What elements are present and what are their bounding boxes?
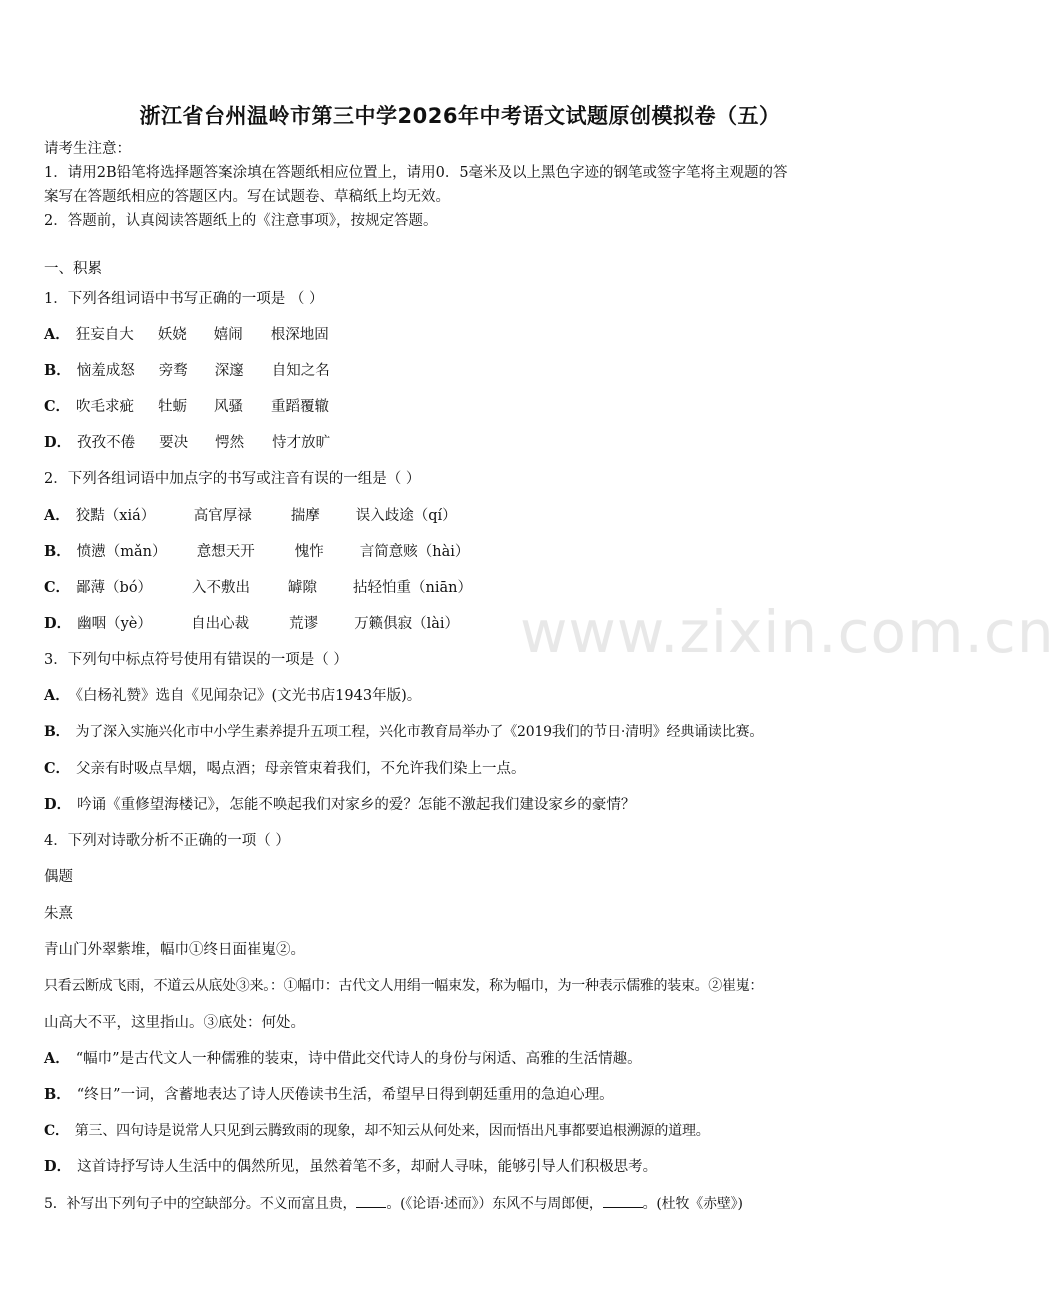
q2-option-b: [44, 542, 469, 562]
option-label: A．: [44, 1050, 70, 1067]
section-heading: 一、积累: [44, 261, 102, 277]
option-text: 为了深入实施兴化市中小学生素养提升五项工程，兴化市教育局举办了《2019我们的节日·清明》经典诵读比赛。: [75, 724, 764, 740]
option-item: 误入歧途（qí）: [355, 508, 457, 524]
option-label: C．: [44, 1123, 69, 1139]
option-item: 深邃: [214, 363, 244, 379]
option-item: 自出心裁: [191, 616, 250, 632]
question-5-stem: [44, 1193, 743, 1214]
q4-option-c: [44, 1121, 710, 1141]
question-4-stem: 4．下列对诗歌分析不正确的一项（ ）: [44, 833, 290, 849]
option-text: 父亲有时吸点旱烟，喝点酒；母亲管束着我们，不允许我们染上一点。: [76, 761, 526, 777]
option-item: 高官厚禄: [193, 508, 252, 524]
option-label: A．: [44, 326, 70, 343]
option-item: 罅隙: [288, 580, 318, 596]
option-label: B．: [44, 724, 70, 740]
poem-notes: ：①幅巾：古代文人用绢一幅束发，称为幅巾，为一种表示儒雅的装束。②崔嵬：: [269, 978, 764, 994]
option-label: B．: [44, 1086, 71, 1103]
q4-option-b: [44, 1085, 614, 1105]
q1-option-c: [44, 397, 329, 417]
poem-author: 朱熹: [44, 906, 73, 922]
question-5-part-c: 。(杜牧《赤壁》): [642, 1196, 743, 1212]
option-item: 孜孜不倦: [77, 435, 136, 451]
poem-notes-cont: 山高大不平，这里指山。③底处：何处。: [44, 1015, 305, 1031]
option-label: D．: [44, 1158, 72, 1175]
fill-blank[interactable]: [603, 1193, 643, 1208]
option-text: “终日”一词，含蓄地表达了诗人厌倦读书生活，希望早日得到朝廷重用的急迫心理。: [76, 1087, 614, 1103]
q4-option-a: [44, 1049, 642, 1069]
notice-heading: 请考生注意：: [44, 141, 131, 157]
option-item: 牡蛎: [158, 399, 188, 415]
fill-blank[interactable]: [356, 1193, 386, 1208]
q4-option-d: [44, 1157, 657, 1177]
option-item: 鄙薄（bó）: [76, 580, 153, 596]
poem-line-2: [44, 976, 763, 996]
option-item: 入不敷出: [192, 580, 251, 596]
option-item: 狡黠（xiá）: [75, 508, 156, 524]
q2-option-c: [44, 578, 472, 598]
poem-title: 偶题: [44, 869, 73, 885]
option-label: B．: [44, 362, 71, 379]
option-item: 恼羞成怒: [76, 363, 135, 379]
question-5-part-b: 。(《论语·述而》）东风不与周郎便，: [386, 1196, 603, 1212]
option-item: 旁骛: [158, 363, 188, 379]
option-item: 妖娆: [157, 327, 187, 343]
option-item: 风骚: [214, 399, 244, 415]
option-item: 揣摩: [290, 508, 320, 524]
option-text: 吟诵《重修望海楼记》，怎能不唤起我们对家乡的爱？怎能不激起我们建设家乡的豪情？: [77, 797, 636, 813]
option-item: 万籁俱寂（lài）: [354, 616, 459, 632]
question-2-stem: 2．下列各组词语中加点字的书写或注音有误的一组是（ ）: [44, 471, 421, 487]
option-item: 恃才放旷: [272, 435, 331, 451]
q2-option-d: [44, 614, 459, 634]
q3-option-d: [44, 795, 635, 815]
page-title: 浙江省台州温岭市第三中学2026年中考语文试题原创模拟卷（五）: [139, 104, 781, 128]
q1-option-b: [44, 361, 330, 381]
poem-line-1: 青山门外翠紫堆，幅巾①终日面崔嵬②。: [44, 942, 305, 958]
option-item: 自知之名: [271, 363, 330, 379]
option-label: D．: [44, 615, 72, 632]
option-label: A．: [44, 507, 70, 524]
option-item: 愕然: [215, 435, 245, 451]
option-item: 拈轻怕重（niān）: [353, 580, 473, 596]
question-1-stem: 1．下列各组词语中书写正确的一项是 （ ）: [44, 291, 324, 307]
option-item: 嬉闹: [213, 327, 243, 343]
option-text: 《白杨礼赞》选自《见闻杂记》(文光书店1943年版)。: [75, 688, 422, 704]
q3-option-a: [44, 686, 421, 706]
watermark: www.zixin.com.cn: [520, 598, 1055, 666]
option-label: C．: [44, 398, 71, 415]
poem-line-2-verse: 只看云断成飞雨，不道云从底处③来。: [44, 978, 270, 994]
option-item: 重蹈覆辙: [271, 399, 330, 415]
notice-line-2: 案写在答题纸相应的答题区内。写在试题卷、草稿纸上均无效。: [44, 189, 450, 205]
option-item: 根深地固: [270, 327, 329, 343]
option-item: 愧怍: [294, 544, 324, 560]
option-label: C．: [44, 760, 71, 777]
q3-option-b: [44, 722, 763, 742]
notice-line-3: 2．答题前，认真阅读答题纸上的《注意事项》，按规定答题。: [44, 213, 438, 229]
q1-option-d: [44, 433, 330, 453]
option-item: 意想天开: [196, 544, 255, 560]
option-label: C．: [44, 579, 71, 596]
option-text: 第三、四句诗是说常人只见到云腾致雨的现象，却不知云从何处来，因而悟出凡事都要追根溯源的道理。: [74, 1123, 710, 1139]
question-3-stem: 3．下列句中标点符号使用有错误的一项是（ ）: [44, 652, 348, 668]
option-item: 愤懑（mǎn）: [76, 544, 167, 560]
option-text: “幅巾”是古代文人一种儒雅的装束，诗中借此交代诗人的身份与闲适、高雅的生活情趣。: [75, 1051, 642, 1067]
q1-option-a: [44, 325, 329, 345]
notice-line-1: 1．请用2B铅笔将选择题答案涂填在答题纸相应位置上，请用0．5毫米及以上黑色字迹的钢笔或签字笔将主观题的答: [44, 165, 788, 181]
option-item: 荒谬: [289, 616, 319, 632]
option-label: D．: [44, 434, 72, 451]
option-item: 吹毛求疵: [76, 399, 135, 415]
q3-option-c: [44, 759, 526, 779]
option-item: 要决: [159, 435, 189, 451]
option-label: B．: [44, 543, 71, 560]
option-item: 言简意赅（hài）: [359, 544, 470, 560]
option-item: 狂妄自大: [75, 327, 134, 343]
option-item: 幽咽（yè）: [77, 616, 152, 632]
option-label: D．: [44, 796, 72, 813]
option-label: A．: [44, 687, 70, 704]
option-text: 这首诗抒写诗人生活中的偶然所见，虽然着笔不多，却耐人寻味，能够引导人们积极思考。: [77, 1159, 658, 1175]
q2-option-a: [44, 506, 457, 526]
question-5-part-a: 5．补写出下列句子中的空缺部分。不义而富且贵，: [44, 1196, 357, 1212]
